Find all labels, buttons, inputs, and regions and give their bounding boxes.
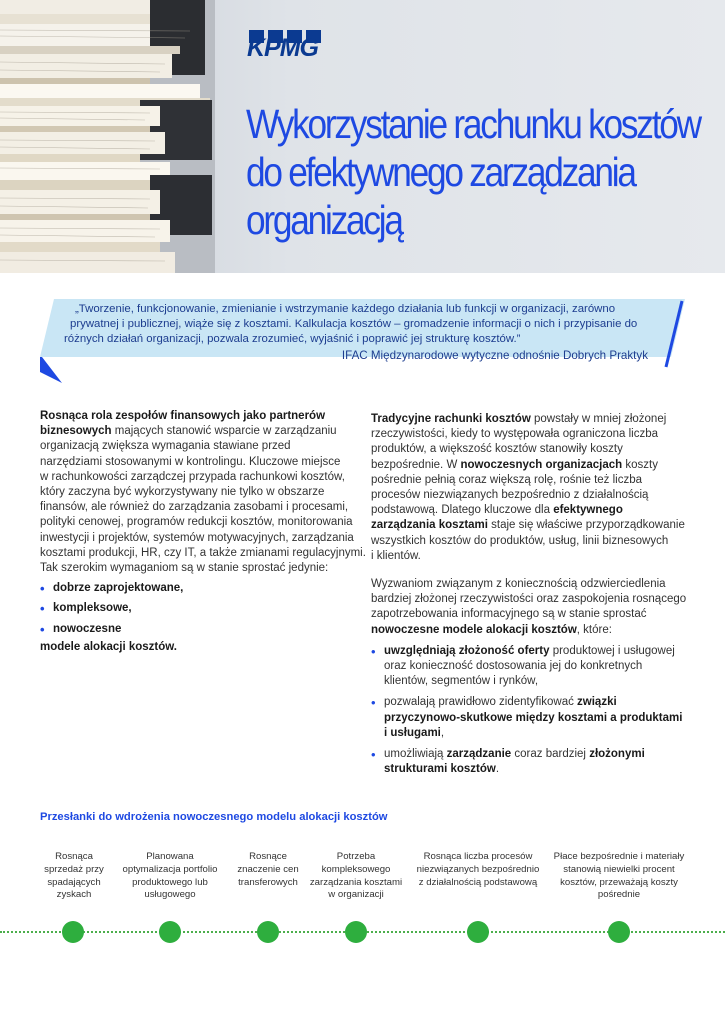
premise-line: z działalnością podstawową <box>418 876 538 888</box>
left-column <box>40 409 366 655</box>
text-span: coraz bardziej <box>511 748 590 761</box>
bold-phrase: związki <box>577 696 617 709</box>
timeline-dot <box>159 921 181 943</box>
text-line: bardziej złożonej rzeczywistości oraz zaspokojenia rosnącego <box>371 593 687 606</box>
timeline-dot <box>257 921 279 943</box>
premise-line: niezwiązanych bezpośrednio <box>416 863 540 875</box>
list-item: • kompleksowe, <box>40 601 360 616</box>
text-line: wszystkich kosztów do produktów, usług, linii biznesowych <box>371 534 669 547</box>
page-title <box>246 100 700 244</box>
header-banner <box>0 0 725 273</box>
text-line: polityki cenowej, programów redukcji kosztów, monitorowania <box>40 516 353 529</box>
list-item <box>371 695 716 741</box>
premise-item <box>552 851 686 902</box>
kpmg-logo: KPMG <box>247 34 318 62</box>
premise-line: sprzedaż przy <box>44 863 104 875</box>
premise-item <box>34 851 114 902</box>
bold-phrase: efektywnego <box>553 504 623 517</box>
binders-photo <box>0 0 215 273</box>
quote-line: różnych działań organizacji, pozwala zrozumieć, wyjaśnić i poprawić jej strukturę kosztów.” <box>64 333 521 345</box>
text-line: kosztami produkcji, HR, czy IT, a także zmianami regulacyjnymi. <box>40 546 366 559</box>
text-line: w rachunkowości zarządczej przypada rachunkowi kosztów, <box>40 470 345 483</box>
premise-line: optymalizacja portfolio <box>122 863 218 875</box>
premise-item <box>414 851 542 889</box>
lead-bold: biznesowych <box>40 425 112 438</box>
bold-phrase: przyczynowo-skutkowe między kosztami a produktami <box>384 711 683 724</box>
list-item <box>371 644 716 690</box>
text-span: podstawową. Dlatego kluczowe dla <box>371 504 554 517</box>
text-line: który zaczyna być wykorzystywany nie tylko w obszarze <box>40 486 325 499</box>
premise-line: Rosnące <box>249 851 287 862</box>
text-span: staje się właściwe przyporządkowanie <box>487 519 685 532</box>
bold-phrase: nowoczesne modele alokacji kosztów <box>371 623 577 636</box>
bold-phrase: zarządzanie <box>446 748 512 761</box>
text-line: klientów, segmentów i rynków, <box>384 675 539 688</box>
text-line: mających stanowić wsparcie w zarządzaniu <box>111 425 337 438</box>
text-line: inwestycji i projektów, systemów motywacyjnych, zarządzania <box>40 531 354 544</box>
text-line: procesów niezwiązanych bezpośrednio z działalnością <box>371 489 649 502</box>
premises-title: Przesłanki do wdrożenia nowoczesnego modelu alokacji kosztów <box>40 811 388 823</box>
bold-phrase: uwzględniają złożoność oferty <box>384 644 550 657</box>
premise-line: w organizacji <box>328 889 384 901</box>
premise-line: spadających <box>47 876 101 888</box>
premise-line: usługowego <box>144 889 196 901</box>
list-item: • dobrze zaprojektowane, <box>40 581 360 596</box>
text-line: finansów, ale również do zarządzania zasobami i procesami, <box>40 501 349 514</box>
premise-line: transferowych <box>238 876 298 888</box>
bold-phrase: zarządzania kosztami <box>371 519 488 532</box>
premise-line: produktowego lub <box>132 876 208 888</box>
requirements-list <box>40 581 360 637</box>
list-item <box>371 747 716 777</box>
premise-line: Planowana <box>146 851 194 862</box>
title-line: do efektywnego zarządzania <box>246 149 635 195</box>
timeline-dot <box>467 921 489 943</box>
bold-phrase: złożonymi <box>589 748 645 761</box>
text-line: organizacją zwiększa wymagania stawiane przed <box>40 440 291 453</box>
text-span: . <box>495 763 500 776</box>
premise-line: stanowią niewielki procent <box>563 863 675 875</box>
title-line: Wykorzystanie rachunku kosztów <box>246 101 700 147</box>
text-line: rzeczywistości, kiedy to występowała ograniczona liczba <box>371 428 658 441</box>
title-line: organizacją <box>246 197 402 243</box>
bold-phrase: strukturami kosztów <box>384 763 496 776</box>
text-span: powstały w mniej złożonej <box>530 413 667 425</box>
text-line: zapotrzebowania informacyjnego są w stanie sprostać <box>371 608 647 621</box>
quote-line: prywatnej i publicznej, wiąże się z kosztami. Kalkulacja kosztów – gromadzenie informacji o nich i przypisanie do <box>70 318 638 330</box>
premise-line: pośrednie <box>597 889 641 901</box>
premise-line: znaczenie cen <box>237 863 299 875</box>
text-span: koszty <box>622 458 658 471</box>
bold-phrase: Tradycyjne rachunki kosztów <box>371 413 531 425</box>
lead-bold: Rosnąca rola zespołów finansowych jako partnerów <box>40 410 326 422</box>
text-line: oraz konieczność dostosowania jej do konkretnych <box>384 660 643 673</box>
text-line: i klientów. <box>371 549 421 562</box>
list-item: • nowoczesne <box>40 622 360 637</box>
premise-item <box>308 851 404 902</box>
premise-line: Rosnąca <box>55 851 93 862</box>
premise-line: zyskach <box>56 889 92 901</box>
bold-phrase: i usługami <box>384 726 441 739</box>
premise-line: Płace bezpośrednie i materiały <box>553 851 685 862</box>
text-span: produktowej i usługowej <box>549 644 675 657</box>
quote <box>62 302 674 363</box>
premise-line: Rosnąca liczba procesów <box>423 851 533 862</box>
quote-line: „Tworzenie, funkcjonowanie, zmienianie i wstrzymanie każdego działania lub funkcji w organizacji, zarówno <box>75 303 616 315</box>
text-span: umożliwiają <box>384 748 447 761</box>
premise-line: kosztów, przeważają koszty <box>560 876 678 888</box>
quote-source: IFAC Międzynarodowe wytyczne odnośnie Dobrych Praktyk <box>341 349 648 362</box>
text-line: produktów, a większość kosztów stanowiły koszty <box>371 443 623 456</box>
benefits-list <box>371 644 716 778</box>
text-span: , które: <box>576 623 612 636</box>
timeline-dot <box>62 921 84 943</box>
premise-item <box>232 851 304 889</box>
premise-line: Potrzeba <box>336 851 376 862</box>
right-column <box>371 412 716 783</box>
text-line: modele alokacji kosztów. <box>40 640 177 653</box>
text-line: pośrednie pełnią coraz większą rolę, rośnie też liczba <box>371 473 643 486</box>
premise-line: zarządzania kosztami <box>309 876 403 888</box>
timeline-dot <box>608 921 630 943</box>
text-line: Wyzwaniom związanym z koniecznością odzwierciedlenia <box>371 578 666 591</box>
premise-item <box>116 851 224 902</box>
text-span: pozwalają prawidłowo zidentyfikować <box>384 696 578 709</box>
text-line: Tak szerokim wymaganiom są w stanie sprostać jedynie: <box>40 562 329 575</box>
text-span: , <box>440 726 445 739</box>
premise-line: kompleksowego <box>321 863 391 875</box>
text-span: bezpośrednie. W <box>371 458 461 471</box>
timeline-dot <box>345 921 367 943</box>
bold-phrase: nowoczesnych organizacjach <box>460 458 623 471</box>
text-line: narzędziami stosowanymi w kontrolingu. Kluczowe miejsce <box>40 455 341 468</box>
